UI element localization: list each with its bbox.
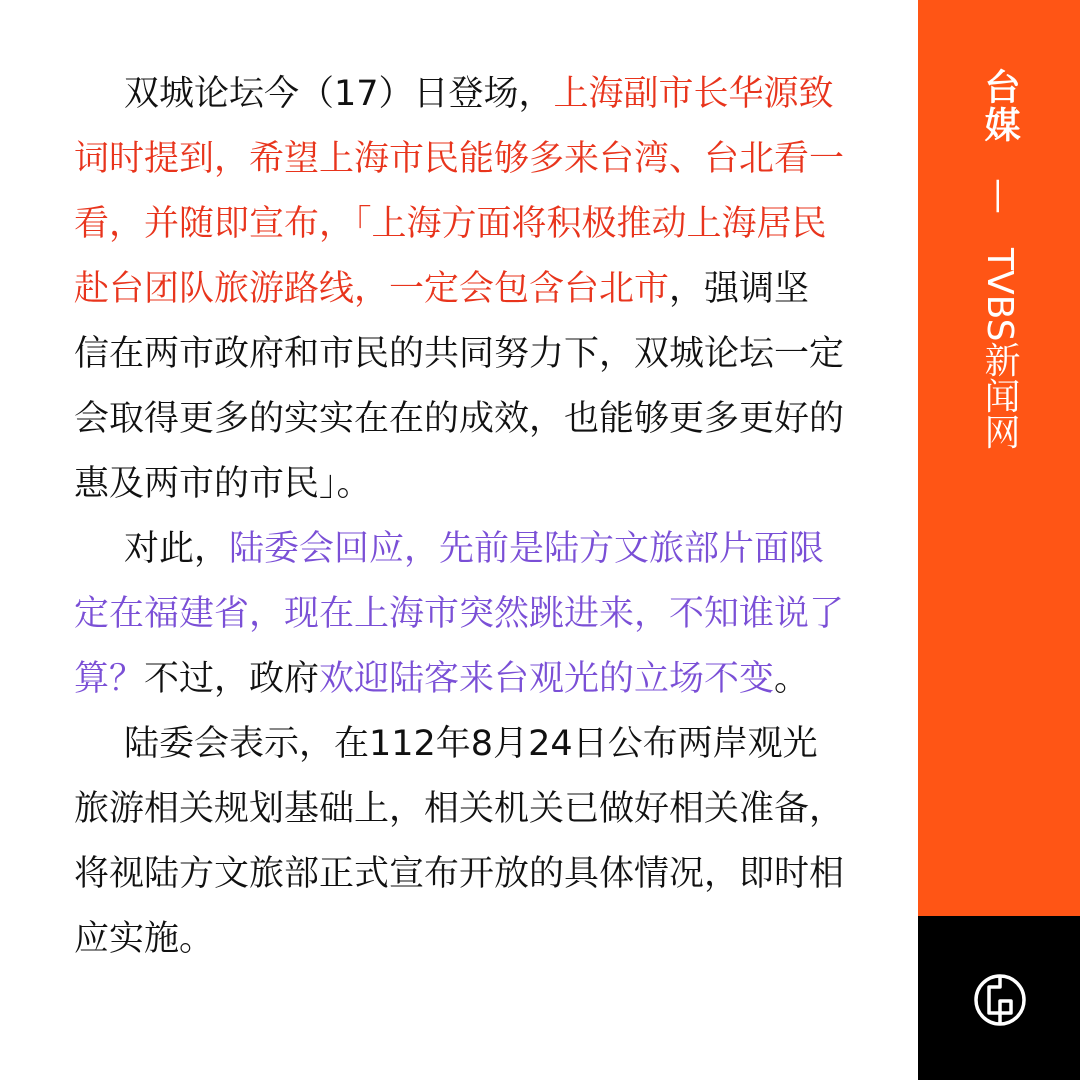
sidebar-tag: 台媒 (979, 68, 1020, 144)
sidebar-vertical-label (918, 68, 1080, 450)
paragraph-2-text-e: 。 (774, 659, 810, 699)
sidebar (918, 0, 1080, 1080)
paragraph-1-text-a: 双城论坛今（17）日登场， (124, 74, 554, 114)
circle-logo-icon (973, 973, 1027, 1027)
paragraph-2-text-c: 不过，政府 (144, 659, 320, 699)
paragraph-1 (74, 62, 844, 517)
sidebar-source: TVBS新闻网 (979, 248, 1020, 450)
paragraph-2 (74, 517, 844, 712)
paragraph-2-highlight-purple-1: 陆委会回应，先前是陆方文旅部片面限定在福建省，现在上海市突然跳进来，不知谁说了算？ (74, 529, 845, 699)
paragraph-1-highlight-red: 上海副市长华源致词时提到，希望上海市民能够多来台湾、台北看一看，并随即宣布，「上海方面将积极推动上海居民赴台团队旅游路线，一定会包含台北市 (74, 74, 845, 309)
paragraph-2-highlight-purple-2: 欢迎陆客来台观光的立场不变 (319, 659, 775, 699)
sidebar-separator: — (979, 178, 1020, 214)
paragraph-3: 陆委会表示，在112年8月24日公布两岸观光旅游相关规划基础上，相关机关已做好相关准备，将视陆方文旅部正式宣布开放的具体情况，即时相应实施。 (74, 724, 845, 959)
paragraph-1-text-c: ，强调坚信在两市政府和市民的共同努力下，双城论坛一定会取得更多的实实在在的成效，也能够更多更好的惠及两市的市民」。 (74, 269, 845, 504)
article-body (74, 62, 844, 972)
paragraph-2-text-a: 对此， (124, 529, 230, 569)
